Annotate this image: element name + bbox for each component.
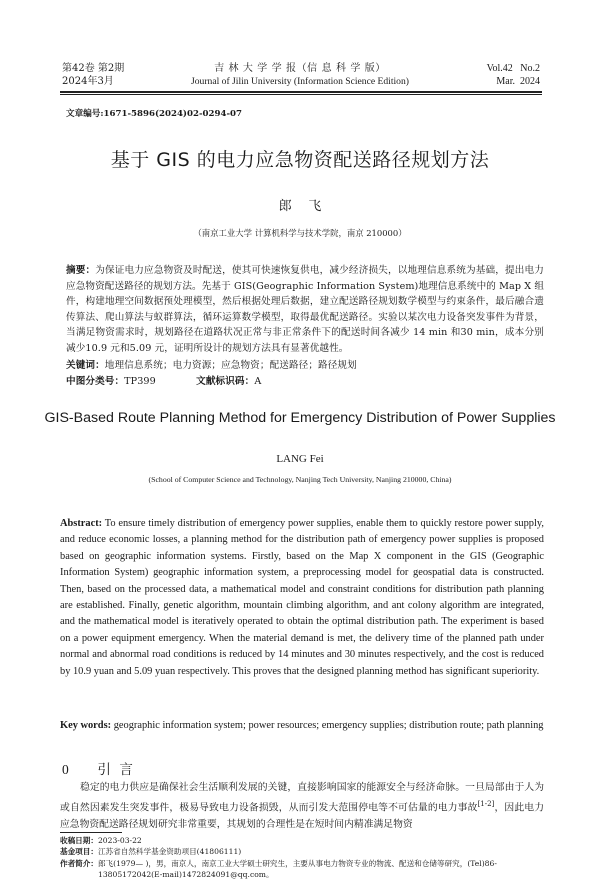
- keywords-en: [60, 718, 544, 734]
- abstract-en: [60, 516, 544, 680]
- affiliation-zh: （南京工业大学 计算机科学与技术学院，南京 210000）: [193, 228, 407, 238]
- affiliation-en: (School of Computer Science and Technology, Nanjing Tech University, Nanjing 210000, China): [148, 475, 452, 484]
- keywords-en-text: geographic information system; power resources; emergency supplies; distribution route; path planning: [113, 720, 544, 731]
- header-right-line2: Mar. 2024: [496, 76, 540, 87]
- header-left-line1: 第42卷 第2期: [62, 63, 125, 74]
- header-volume-issue: [62, 62, 124, 88]
- keywords-zh-label: 关键词：: [66, 360, 105, 371]
- footnote: [60, 835, 544, 881]
- header-center-line2: Journal of Jilin University (Information Science Edition): [191, 76, 409, 87]
- footnote-rule: [60, 832, 122, 833]
- title-en: GIS-Based Route Planning Method for Emergency Distribution of Power Supplies: [44, 410, 556, 426]
- keywords-zh: [66, 358, 544, 374]
- doc-code-value: A: [254, 376, 262, 387]
- fund-value: 江苏省自然科学基金资助项目(41806111): [97, 847, 242, 857]
- header-vol-no-en: [487, 62, 540, 88]
- article-number: 文章编号:1671-5896(2024)02-0294-07: [66, 109, 242, 119]
- header-rule-thick: [60, 91, 542, 93]
- abstract-zh-text: 为保证电力应急物资及时配送，使其可快速恢复供电，减少经济损失，以地理信息系统为基础，提出电力应急物资配送路径的规划方法。先基于 GIS(Geographic Information System)地理信息系统中的 Map X 组件，构建地理空间数据预处理模型，然后根据处理后数据，建立配送路径规划数学模型与约束条件，最后融合遗传算法、爬山算法与蚁群算法，循环运算数学模型，取得最优配送路径。实验以某次电力设备突发事件为背景，当满足物资需求时，规划路径在道路状况正常与非正常条件下的配送时间各减少 14 min 和30 min，成本分别减少10.9 元和5.09 元，证明所设计的规划方法具有显著优越性。: [66, 265, 545, 354]
- received-value: 2023-03-22: [97, 836, 142, 845]
- section-number: 0: [62, 762, 69, 777]
- received-label: 收稿日期：: [60, 836, 98, 845]
- clc-label: 中图分类号：: [66, 376, 125, 387]
- author-zh: 郎 飞: [278, 199, 322, 214]
- keywords-zh-text: 地理信息系统；电力资源；应急物资；配送路径；路径规划: [104, 360, 357, 371]
- title-zh: 基于 GIS 的电力应急物资配送路径规划方法: [110, 149, 490, 171]
- keywords-en-label: Key words:: [60, 720, 112, 731]
- section-title: 引 言: [97, 762, 133, 778]
- footnote-received: [60, 835, 544, 846]
- classification: [66, 374, 544, 390]
- intro-text-1: 稳定的电力供应是确保社会生活顺利发展的关键，直接影响国家的能源安全与经济命脉。一旦局部由于人为或自然因素发生突发事件，极易导致电力设备损毁，从而引发大范围停电等不可估量的电力事故: [60, 782, 544, 814]
- header-center-line1: 吉 林 大 学 学 报（信 息 科 学 版）: [214, 63, 386, 74]
- author-bio-label: 作者简介：: [60, 858, 98, 868]
- abstract-en-text: To ensure timely distribution of emergency power supplies, enable them to quickly restore power supply, and reduce economic losses, a planning method for the distribution path of emergency power supplies is proposed based on geographic information systems. Firstly, based on the Map X component in the GIS (Geographic Information System) geographic information system, a preprocessing model for geospatial data is constructed. Then, based on the processed data, a mathematical model and constraint conditions for distribution path planning are established. Finally, genetic algorithm, mountain climbing algorithm, and ant colony algorithm are integrated, and the mathematical model is iteratively operated to obtain the optimal distribution path. The experiment is based on a power equipment emergency. When the material demand is met, the delivery time of the planned path under normal and abnormal road conditions is reduced by 14 minutes and 30 minutes respectively, and the cost is reduced by 10.9 yuan and 5.09 yuan respectively. This proves that the designed planning method has significant superiority.: [60, 518, 544, 677]
- author-bio-value: 郎飞(1979— )，男，南京人，南京工业大学硕士研究生，主要从事电力物资专业的物流、配送和仓储等研究，(Tel)86-13805172042(E-mail)1472824091@qq.com。: [97, 858, 497, 880]
- abstract-en-label: Abstract:: [60, 518, 103, 529]
- doc-code-label: 文献标识码：: [196, 376, 255, 387]
- section-heading: [62, 758, 133, 778]
- abstract-zh-label: 摘要：: [66, 265, 96, 276]
- header-left-line2: 2024年3月: [62, 76, 114, 87]
- intro-citation: [1-2]: [477, 800, 495, 809]
- header-rule-thin: [60, 94, 542, 95]
- clc-value: TP399: [124, 376, 156, 387]
- intro-text-2: ，因此电力应急物资配送路径规划研究非常重要，其规划的合理性是在短时间内精准满足物资: [60, 802, 545, 830]
- abstract-zh: [66, 263, 544, 357]
- footnote-author: [60, 858, 544, 881]
- intro-paragraph: [60, 780, 544, 833]
- header-right-line1: Vol.42 No.2: [486, 63, 540, 74]
- header-journal-name: [150, 62, 450, 88]
- footnote-fund: [60, 846, 544, 857]
- fund-label: 基金项目：: [60, 847, 98, 857]
- author-en: LANG Fei: [276, 453, 324, 465]
